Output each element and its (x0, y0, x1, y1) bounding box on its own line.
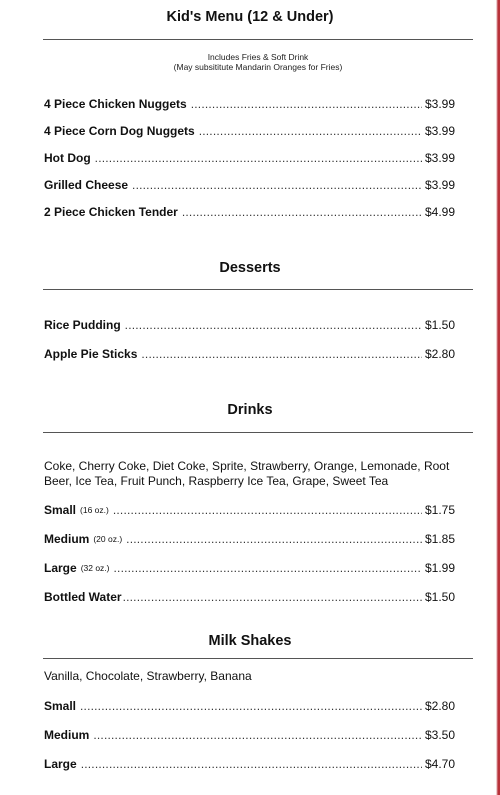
menu-item-apple-pie-sticks (44, 345, 455, 361)
menu-item-rice-pudding (44, 316, 455, 332)
dot-leader (191, 97, 422, 111)
dot-leader (114, 561, 422, 575)
item-price: $1.99 (424, 561, 455, 575)
menu-item-drink-large (44, 559, 455, 575)
item-price: $3.99 (424, 178, 455, 192)
dot-leader (126, 532, 422, 546)
menu-item-drink-medium (44, 530, 455, 546)
dot-leader (95, 151, 422, 165)
item-name: 4 Piece Corn Dog Nuggets (44, 124, 195, 138)
item-name: Grilled Cheese (44, 178, 129, 192)
item-name: Medium (44, 532, 90, 546)
item-price: $2.80 (424, 347, 455, 361)
item-name: 4 Piece Chicken Nuggets (44, 97, 187, 111)
dot-leader (93, 728, 422, 742)
kids-menu-note-line1: Includes Fries & Soft Drink (207, 52, 309, 62)
dot-leader (182, 205, 422, 219)
section-divider (43, 658, 473, 659)
menu-item-chicken-tender (44, 203, 455, 219)
dot-leader (141, 347, 422, 361)
menu-item-chicken-nuggets (44, 95, 455, 111)
page-edge-border (496, 0, 500, 795)
menu-item-shake-small (44, 697, 455, 713)
menu-item-corn-dog-nuggets (44, 122, 455, 138)
item-price: $1.75 (424, 503, 455, 517)
milk-shake-flavors: Vanilla, Chocolate, Strawberry, Banana (44, 669, 252, 683)
item-name: Medium (44, 728, 90, 742)
item-name: Small (44, 699, 77, 713)
item-size: (20 oz.) (93, 534, 123, 544)
dot-leader (125, 318, 422, 332)
menu-item-grilled-cheese (44, 176, 455, 192)
item-price: $3.99 (424, 124, 455, 138)
kids-menu-heading: Kid's Menu (12 & Under) (166, 9, 334, 25)
milk-shakes-heading: Milk Shakes (208, 633, 292, 649)
item-name: Rice Pudding (44, 318, 121, 332)
dot-leader (81, 757, 422, 771)
item-name: Large (44, 757, 77, 771)
item-price: $1.50 (424, 318, 455, 332)
item-name: 2 Piece Chicken Tender (44, 205, 178, 219)
item-price: $1.85 (424, 532, 455, 546)
item-size: (16 oz.) (80, 505, 109, 515)
menu-item-shake-medium (44, 726, 455, 742)
item-name: Bottled Water (44, 590, 122, 604)
item-price: $1.50 (424, 590, 455, 604)
desserts-heading: Desserts (219, 260, 281, 276)
item-price: $4.99 (424, 205, 455, 219)
section-divider (43, 432, 473, 433)
drinks-heading: Drinks (227, 402, 273, 418)
item-price: $3.99 (424, 151, 455, 165)
kids-menu-note-line2: (May subsititute Mandarin Oranges for Fries) (173, 62, 343, 72)
menu-item-shake-large (44, 755, 455, 771)
drinks-flavors: Coke, Cherry Coke, Diet Coke, Sprite, Strawberry, Orange, Lemonade, Root Beer, Ice Tea, Fruit Punch, Raspberry Ice Tea, Grape, Sweet Tea (44, 459, 450, 488)
dot-leader (80, 699, 422, 713)
dot-leader (132, 178, 422, 192)
menu-item-hot-dog (44, 149, 455, 165)
item-price: $2.80 (424, 699, 455, 713)
menu-item-bottled-water (44, 588, 455, 604)
item-name: Small (44, 503, 77, 517)
section-divider (43, 289, 473, 290)
item-name: Hot Dog (44, 151, 91, 165)
menu-item-drink-small (44, 501, 455, 517)
item-name: Apple Pie Sticks (44, 347, 138, 361)
item-price: $3.99 (424, 97, 455, 111)
dot-leader (113, 503, 422, 517)
item-price: $3.50 (424, 728, 455, 742)
section-divider (43, 39, 473, 40)
item-size: (32 oz.) (80, 563, 110, 573)
item-name: Large (44, 561, 77, 575)
item-price: $4.70 (424, 757, 455, 771)
dot-leader (123, 590, 422, 604)
dot-leader (199, 124, 422, 138)
